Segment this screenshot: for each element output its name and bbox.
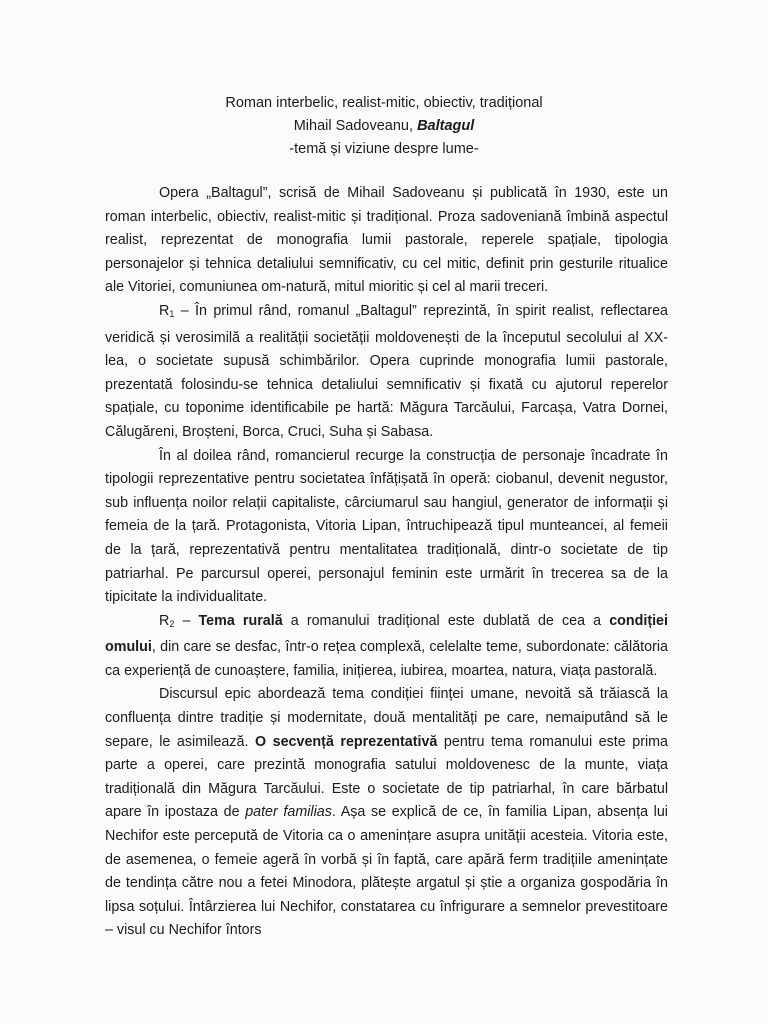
paragraph-intro: Opera „Baltagul”, scrisă de Mihail Sadoveanu și publicată în 1930, este un roman interbelic, obiectiv, realist-mitic și tradițional. Proza sadoveniană îmbină aspectul realist, reprezentat de monografia lumii pastorale, reperele spațiale, tipologia personajelor și tehnica detaliului semnificativ, cu cel mitic, definit prin gesturile ritualice ale Vitoriei, comuniunea om-natură, mitul mioritic și cel al marii treceri. <box>105 185 668 296</box>
work-title: Baltagul <box>417 118 475 134</box>
genre-line: Roman interbelic, realist-mitic, obiectiv, tradițional <box>225 95 543 111</box>
r2-rest-text: , din care se desfac, într-o rețea complexă, celelalte teme, subordonate: călătoria ca experiență de cunoaștere, familia, inițierea, iubirea, moartea, natura, viața pastorală. <box>105 639 668 679</box>
paragraph-r2 <box>105 610 668 684</box>
author-name: Mihail Sadoveanu, <box>293 118 414 134</box>
r2-dash: – <box>174 612 199 629</box>
essay-body <box>105 182 668 943</box>
r1-text: – În primul rând, romanul „Baltagul” reprezintă, în spirit realist, reflectarea veridică și verosimilă a realității societății moldovenești de la începutul secolului al XX-lea, o societate supusă schimbărilor. Opera cuprinde monografia lumii pastorale, prezentată folosindu-se tehnica detaliului semnificativ și fixată cu ajutorul reperelor spațiale, cu toponime identificabile pe hartă: Măgura Tarcăului, Farcașa, Vatra Dornei, Călugăreni, Broșteni, Borca, Cruci, Suha și Sabasa. <box>105 302 668 440</box>
human-condition-bold: condiției omului <box>105 612 668 656</box>
representative-sequence-bold: O secvență reprezentativă <box>254 733 438 750</box>
discourse-text-b: pentru tema romanului este prima parte a operei, care prezintă monografia satului moldovenesc de la munte, viața tradițională din Măgura Tarcăului. Este o societate de tip patriarhal, în care bărbatul apare în ipostaza de <box>105 733 668 821</box>
paragraph-r1 <box>105 300 668 445</box>
discourse-text-a: Discursul epic abordează tema condiției ființei umane, nevoită să trăiască la confluența dintre tradiție și modernitate, două mentalități pe care, nemaiputând să le separe, le asimilează. <box>105 686 668 750</box>
discourse-text-c: . Așa se explică de ce, în familia Lipan, absența lui Nechifor este percepută de Vitoria ca o amenințare asupra unității acesteia. Vitoria este, de asemenea, o femeie ageră în vorbă și în faptă, care apără ferm tradițiile amenințate de tendința către nou a fetei Minodora, plătește argatul și știe a organiza gospodăria în lipsa soțului. Întârzierea lui Nechifor, constatarea cu înfrigurare a semnelor prevestitoare – visul cu Nechifor întors <box>105 804 668 939</box>
author-title-line <box>0 115 768 138</box>
pater-familias-italic: pater familias <box>245 804 332 821</box>
paragraph-discourse <box>105 683 668 943</box>
theme-rural-bold: Tema rurală <box>198 612 283 629</box>
paragraph-characters: În al doilea rând, romancierul recurge la construcția de personaje încadrate în tipologii reprezentative pentru societatea înfățișată în operă: ciobanul, devenit negustor, sub influența noilor relații capitaliste, cârciumarul sau hangiul, generator de informații și femeia de la țară. Protagonista, Vitoria Lipan, întruchipează tipul munteancei, al femeii de la țară, reprezentativă pentru mentalitatea tradițională, dintr-o societate de tip patriarhal. Pe parcursul operei, personajul feminin este urmărit în trecerea sa de la tipicitate la individualitate. <box>105 447 668 606</box>
document-header <box>0 92 768 161</box>
r1-subscript: 1 <box>169 308 175 319</box>
r2-marker: R <box>159 612 170 629</box>
r1-marker: R <box>159 302 170 319</box>
subject-line: -temă și viziune despre lume- <box>289 141 479 157</box>
r2-mid-text: a romanului tradițional este dublată de cea a <box>282 612 610 629</box>
r2-subscript: 2 <box>169 618 175 629</box>
